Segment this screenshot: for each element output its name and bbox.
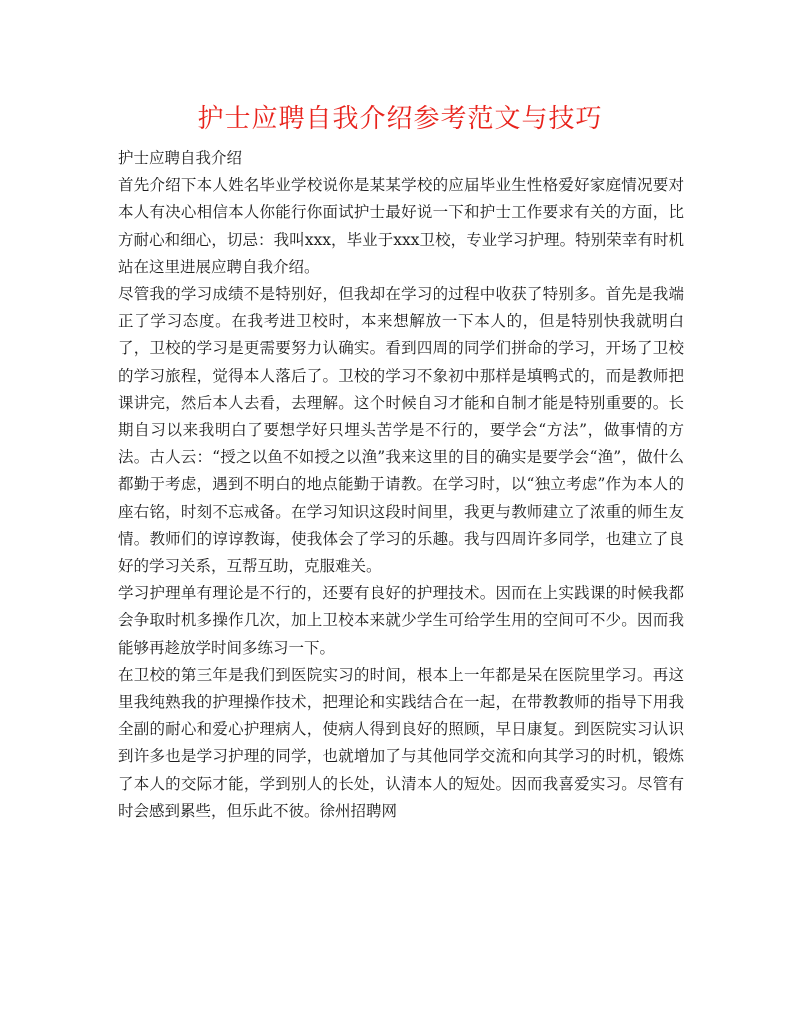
document-title: 护士应聘自我介绍参考范文与技巧	[197, 104, 603, 134]
document-body	[118, 145, 684, 825]
paragraph-study: 尽管我的学习成绩不是特别好，但我却在学习的过程中收获了特别多。首先是我端正了学习态度。在我考进卫校时，本来想解放一下本人的，但是特别快我就明白了，卫校的学习是更需要努力认确实。看到四周的同学们拼命的学习，开场了卫校的学习旅程，觉得本人落后了。卫校的学习不象初中那样是填鸭式的，而是教师把课讲完，然后本人去看，去理解。这个时候自习才能和自制才能是特别重要的。长期自习以来我明白了要想学好只埋头苦学是不行的，要学会“方法”，做事情的方法。古人云：“授之以鱼不如授之以渔”我来这里的目的确实是要学会“渔”，做什么都勤于考虑，遇到不明白的地点能勤于请教。在学习时，以“独立考虑”作为本人的座右铭，时刻不忘戒备。在学习知识这段时间里，我更与教师建立了浓重的师生友情。教师们的谆谆教诲，使我体会了学习的乐趣。我与四周许多同学，也建立了良好的学习关系，互帮互助，克服难关。	[118, 285, 684, 576]
paragraph-internship: 在卫校的第三年是我们到医院实习的时间，根本上一年都是呆在医院里学习。再这里我纯熟我的护理操作技术，把理论和实践结合在一起，在带教教师的指导下用我全副的耐心和爱心护理病人，使病人得到良好的照顾，早日康复。到医院实习认识到许多也是学习护理的同学，也就增加了与其他同学交流和向其学习的时机，锻炼了本人的交际才能，学到别人的长处，认清本人的短处。因而我喜爱实习。尽管有时会感到累些，但乐此不彼。徐州招聘网	[118, 665, 684, 820]
section-heading: 护士应聘自我介绍	[118, 149, 243, 167]
paragraph-skills: 学习护理单有理论是不行的，还要有良好的护理技术。因而在上实践课的时候我都会争取时机多操作几次，加上卫校本来就少学生可给学生用的空间可不少。因而我能够再趁放学时间多练习一下。	[118, 584, 684, 657]
paragraph-intro: 首先介绍下本人姓名毕业学校说你是某某学校的应届毕业生性格爱好家庭情况要对本人有决心相信本人你能行你面试护士最好说一下和护士工作要求有关的方面，比方耐心和细心，切忌：我叫xxx，毕业于xxx卫校，专业学习护理。特别荣幸有时机站在这里进展应聘自我介绍。	[118, 176, 684, 276]
